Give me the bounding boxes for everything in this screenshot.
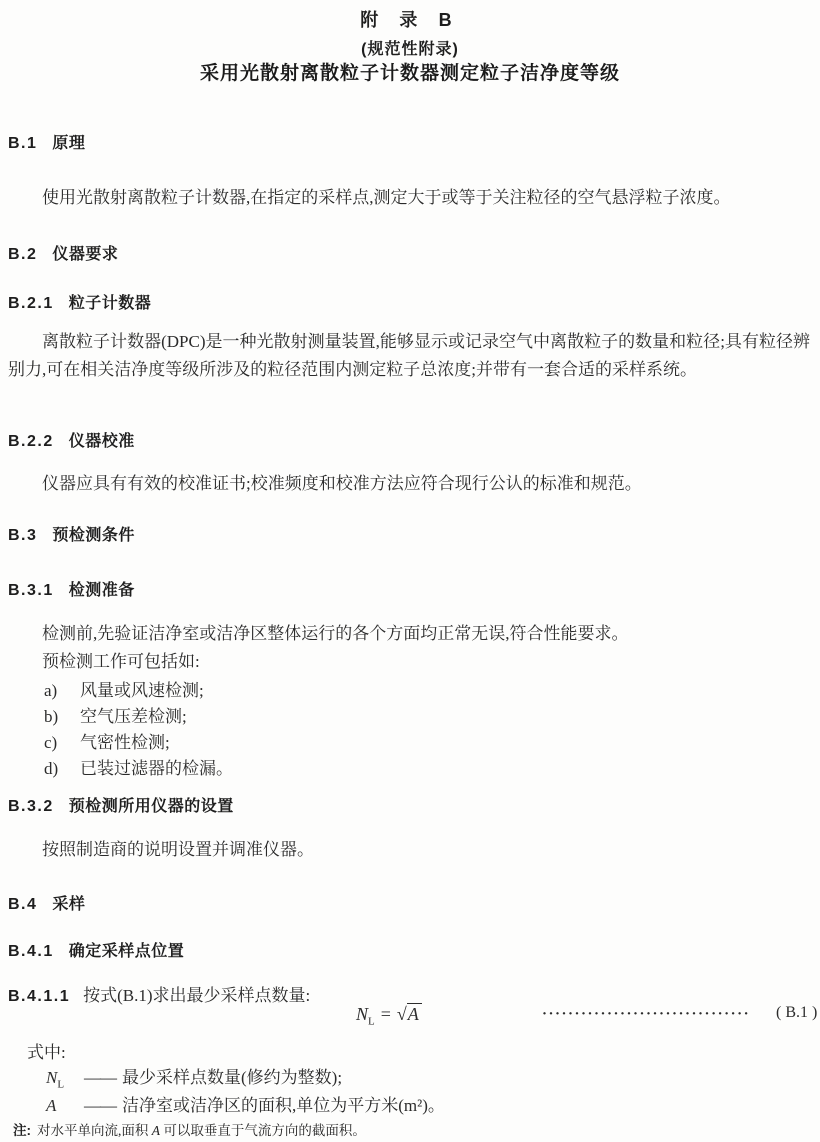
list-item-b — [44, 702, 187, 727]
formula-row — [0, 1004, 820, 1032]
list-item-c — [44, 728, 170, 753]
clause-number: B.3 — [8, 527, 38, 544]
section-heading-b32 — [8, 793, 234, 816]
clause-number: B.2.2 — [8, 433, 54, 450]
equals-sign: = — [380, 1004, 391, 1024]
definition-a — [46, 1091, 445, 1118]
appendix-subtitle: (规范性附录) — [361, 41, 459, 58]
section-heading-b4 — [8, 891, 85, 914]
paragraph-b32: 按照制造商的说明设置并调准仪器。 — [42, 840, 314, 859]
paragraph-b21: 离散粒子计数器(DPC)是一种光散射测量装置,能够显示或记录空气中离散粒子的数量和粒径;具有粒径辨别力,可在相关洁净度等级所涉及的粒径范围内测定粒子总浓度;并带有一套合适的采样系统。 — [8, 332, 810, 379]
clause-number: B.4.1.1 — [8, 988, 71, 1005]
clause-title: 粒子计数器 — [68, 295, 152, 312]
clause-title: 原理 — [52, 135, 86, 152]
paragraph-b31-1: 检测前,先验证洁净室或洁净区整体运行的各个方面均正常无误,符合性能要求。 — [42, 624, 629, 643]
definition-dash: —— — [84, 1068, 116, 1087]
list-text: 已装过滤器的检漏。 — [80, 759, 233, 778]
clause-text: 按式(B.1)求出最少采样点数量: — [83, 986, 311, 1005]
formula-subscript-l: L — [368, 1015, 375, 1028]
sqrt-icon: √ — [396, 1004, 407, 1024]
section-heading-b2 — [8, 241, 118, 264]
list-text: 气密性检测; — [80, 733, 170, 752]
note-line — [13, 1119, 366, 1139]
definition-text: 最少采样点数量(修约为整数); — [122, 1068, 343, 1087]
clause-number: B.4 — [8, 896, 38, 913]
list-marker: b) — [44, 707, 59, 726]
section-heading-b1 — [8, 130, 85, 153]
section-heading-b3 — [8, 522, 135, 545]
note-variable-a: A — [151, 1123, 160, 1138]
list-item-a — [44, 676, 204, 701]
clause-number: B.2.1 — [8, 295, 54, 312]
list-text: 空气压差检测; — [80, 707, 187, 726]
note-label: 注: — [13, 1123, 31, 1138]
clause-number: B.3.2 — [8, 798, 54, 815]
dotted-leader: ································ — [542, 1006, 751, 1022]
appendix-title: 附 录 B — [360, 10, 460, 30]
formula-nl-sqrt-a — [356, 1004, 422, 1028]
clause-title: 预检测条件 — [52, 527, 135, 544]
paragraph-b31-2: 预检测工作可包括如: — [42, 652, 200, 671]
list-text: 风量或风速检测; — [80, 681, 204, 700]
list-marker: c) — [44, 733, 58, 752]
list-item-d — [44, 754, 233, 779]
paragraph-b1: 使用光散射离散粒子计数器,在指定的采样点,测定大于或等于关注粒径的空气悬浮粒子浓度。 — [42, 188, 731, 207]
definition-text: 洁净室或洁净区的面积,单位为平方米(m²)。 — [122, 1096, 445, 1115]
clause-number: B.2 — [8, 246, 38, 263]
formula-variable-n: N — [356, 1004, 369, 1024]
list-marker: d) — [44, 759, 59, 778]
definition-nl — [46, 1063, 342, 1090]
paragraph-b22: 仪器应具有有效的校准证书;校准频度和校准方法应符合现行公认的标准和规范。 — [42, 474, 642, 493]
section-heading-b22 — [8, 428, 135, 451]
clause-title: 确定采样点位置 — [68, 943, 185, 960]
clause-title: 仪器校准 — [68, 433, 135, 450]
clause-title: 预检测所用仪器的设置 — [68, 798, 234, 815]
section-heading-b21 — [8, 290, 151, 313]
clause-title: 采样 — [52, 896, 86, 913]
list-marker: a) — [44, 681, 58, 700]
note-text-pre: 对水平单向流,面积 — [37, 1123, 152, 1138]
clause-number: B.3.1 — [8, 582, 54, 599]
clause-title: 仪器要求 — [52, 246, 119, 263]
equation-number: ( B.1 ) — [776, 1004, 818, 1021]
note-text-post: 可以取垂直于气流方向的截面积。 — [160, 1123, 366, 1138]
definition-symbol: A — [46, 1096, 57, 1115]
section-heading-b41 — [8, 938, 184, 961]
appendix-main-title: 采用光散射离散粒子计数器测定粒子洁净度等级 — [199, 63, 620, 84]
section-heading-b31 — [8, 577, 135, 600]
clause-title: 检测准备 — [68, 582, 135, 599]
formula-variable-a: A — [407, 1003, 422, 1024]
clause-number: B.4.1 — [8, 943, 54, 960]
definition-symbol: $N_L$ — [46, 1068, 65, 1091]
clause-b411 — [8, 981, 310, 1006]
where-label: 式中: — [27, 1043, 66, 1062]
definition-dash: —— — [84, 1096, 116, 1115]
clause-number: B.1 — [8, 135, 38, 152]
